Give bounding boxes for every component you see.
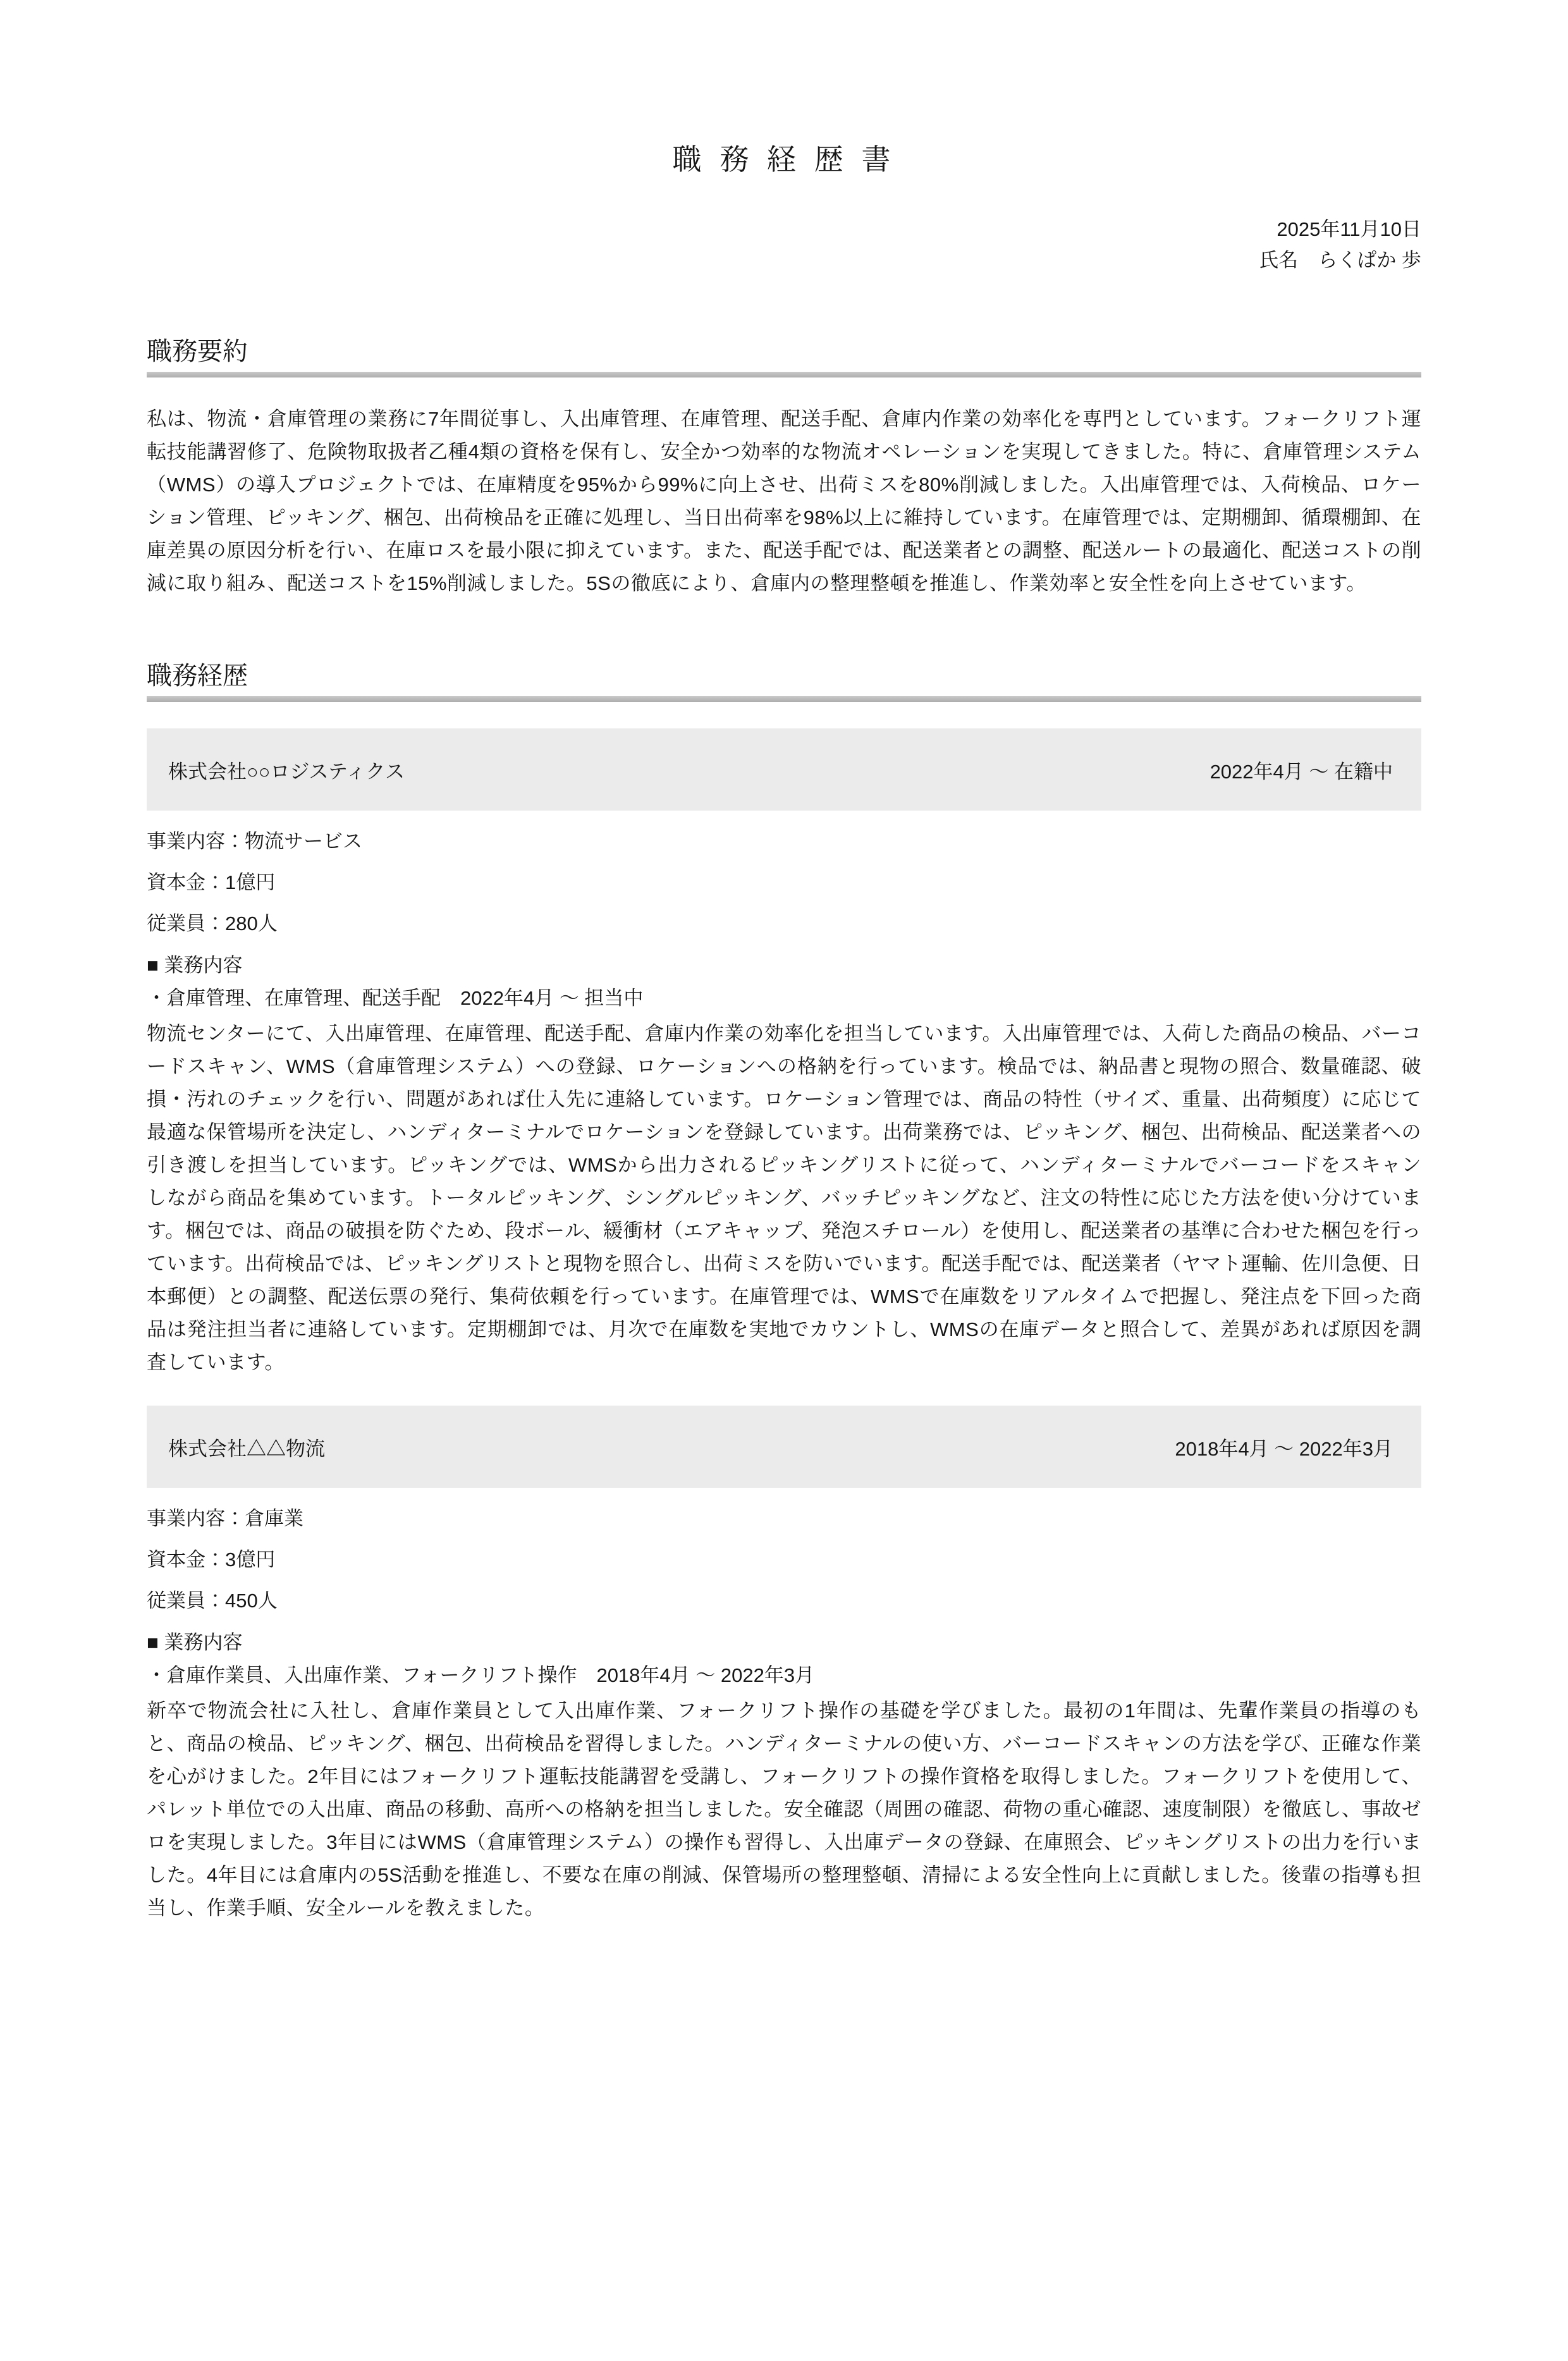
company-header xyxy=(147,1406,1421,1488)
resume-page xyxy=(0,143,1568,2361)
company-capital: 資本金：3億円 xyxy=(147,1548,276,1571)
company-header xyxy=(147,728,1421,811)
history-section-heading: 職務経歴 xyxy=(147,662,248,690)
company-capital: 資本金：1億円 xyxy=(147,871,276,893)
duties-heading: ■ 業務内容 xyxy=(147,1631,243,1653)
summary-heading-rule xyxy=(147,372,1421,377)
document-title: 職 務 経 歴 書 xyxy=(672,143,896,176)
summary-section-heading: 職務要約 xyxy=(147,338,248,365)
company-business: 事業内容：倉庫業 xyxy=(147,1507,303,1530)
company-employees: 従業員：450人 xyxy=(147,1590,278,1612)
applicant-name: 氏名 らくぱか 歩 xyxy=(1259,249,1421,271)
document-meta xyxy=(147,214,1421,276)
company-description: 物流センターにて、入出庫管理、在庫管理、配送手配、倉庫内作業の効率化を担当しています。入出庫管理では、入荷した商品の検品、バーコードスキャン、WMS（倉庫管理システム）への登録、ロケーションへの格納を行っています。検品では、納品書と現物の照合、数量確認、破損・汚れのチェックを行い、問題があれば仕入先に連絡しています。ロケーション管理では、商品の特性（サイズ、重量、出荷頻度）に応じて最適な保管場所を決定し、ハンディターミナルでロケーションを登録しています。出荷業務では、ピッキング、梱包、出荷検品、配送業者への引き渡しを担当しています。ピッキングでは、WMSから出力されるピッキングリストに従って、ハンディターミナルでバーコードをスキャンしながら商品を集めています。トータルピッキング、シングルピッキング、バッチピッキングなど、注文の特性に応じた方法を使い分けています。梱包では、商品の破損を防ぐため、段ボール、緩衝材（エアキャップ、発泡スチロール）を使用し、配送業者の基準に合わせた梱包を行っています。出荷検品では、ピッキングリストと現物を照合し、出荷ミスを防いでいます。配送手配では、配送業者（ヤマト運輸、佐川急便、日本郵便）との調整、配送伝票の発行、集荷依頼を行っています。在庫管理では、WMSで在庫数をリアルタイムで把握し、発注点を下回った商品は発注担当者に連絡しています。定期棚卸では、月次で在庫数を実地でカウントし、WMSの在庫データと照合して、差異があれば原因を調査しています。 xyxy=(147,1022,1421,1373)
company-name: 株式会社○○ロジスティクス xyxy=(168,760,405,783)
company-block-2 xyxy=(147,1406,1421,1925)
company-name: 株式会社△△物流 xyxy=(168,1437,325,1460)
role-line: ・倉庫作業員、入出庫作業、フォークリフト操作 2018年4月 ～ 2022年3月 xyxy=(147,1664,815,1686)
company-details xyxy=(147,1498,1421,1621)
company-business: 事業内容：物流サービス xyxy=(147,830,362,852)
company-period: 2022年4月 ～ 在籍中 xyxy=(1210,760,1393,783)
history-heading-rule xyxy=(147,696,1421,702)
document-date: 2025年11月10日 xyxy=(1277,218,1421,240)
company-period: 2018年4月 ～ 2022年3月 xyxy=(1175,1437,1393,1460)
role-line: ・倉庫管理、在庫管理、配送手配 2022年4月 ～ 担当中 xyxy=(147,987,644,1009)
company-employees: 従業員：280人 xyxy=(147,912,278,935)
company-description: 新卒で物流会社に入社し、倉庫作業員として入出庫作業、フォークリフト操作の基礎を学びました。最初の1年間は、先輩作業員の指導のもと、商品の検品、ピッキング、梱包、出荷検品を習得しました。ハンディターミナルの使い方、バーコードスキャンの方法を学び、正確な作業を心がけました。2年目にはフォークリフト運転技能講習を受講し、フォークリフトの操作資格を取得しました。フォークリフトを使用して、パレット単位での入出庫、商品の移動、高所への格納を担当しました。安全確認（周囲の確認、荷物の重心確認、速度制限）を徹底し、事故ゼロを実現しました。3年目にはWMS（倉庫管理システム）の操作も習得し、入出庫データの登録、在庫照会、ピッキングリストの出力を行いました。4年目には倉庫内の5S活動を推進し、不要な在庫の削減、保管場所の整理整頓、清掃による安全性向上に貢献しました。後輩の指導も担当し、作業手順、安全ルールを教えました。 xyxy=(147,1700,1421,1919)
duties-heading: ■ 業務内容 xyxy=(147,954,243,976)
summary-paragraph: 私は、物流・倉庫管理の業務に7年間従事し、入出庫管理、在庫管理、配送手配、倉庫内作業の効率化を専門としています。フォークリフト運転技能講習修了、危険物取扱者乙種4類の資格を保有し、安全かつ効率的な物流オペレーションを実現してきました。特に、倉庫管理システム（WMS）の導入プロジェクトでは、在庫精度を95%から99%に向上させ、出荷ミスを80%削減しました。入出庫管理では、入荷検品、ロケーション管理、ピッキング、梱包、出荷検品を正確に処理し、当日出荷率を98%以上に維持しています。在庫管理では、定期棚卸、循環棚卸、在庫差異の原因分析を行い、在庫ロスを最小限に抑えています。また、配送手配では、配送業者との調整、配送ルートの最適化、配送コストの削減に取り組み、配送コストを15%削減しました。5Sの徹底により、倉庫内の整理整頓を推進し、作業効率と安全性を向上させています。 xyxy=(147,408,1421,594)
company-block-1 xyxy=(147,728,1421,1379)
company-details xyxy=(147,821,1421,944)
